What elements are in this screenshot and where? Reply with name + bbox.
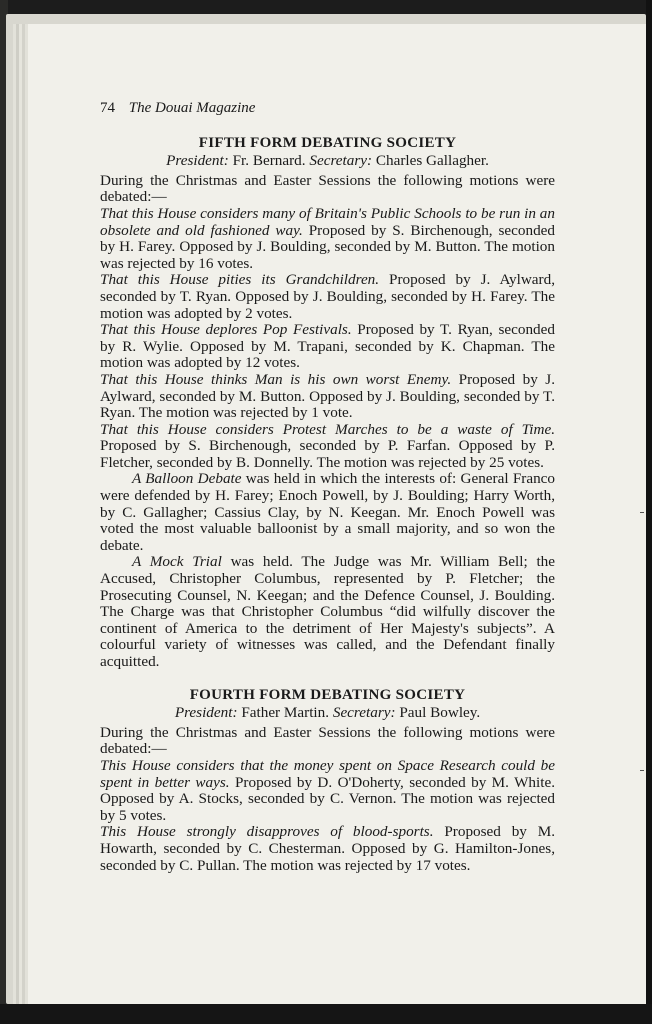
motion-title: That this House pities its Grandchildren. — [100, 271, 380, 289]
scan-edge-bottom — [0, 1004, 652, 1024]
scan-edge-right — [646, 0, 652, 1024]
officers-line — [100, 153, 555, 170]
balloon-debate-paragraph — [100, 471, 555, 554]
secretary-name: Charles Gallagher. — [375, 152, 489, 170]
motion-title: That this House thinks Man is his own worst Enemy. — [100, 370, 452, 388]
motion-details: Proposed by J. Aylward, seconded by M. Button. Opposed by J. Boulding, seconded by T. Ryan. The motion was rejected by 1 vote. — [100, 370, 555, 422]
motion-title: That this House considers Protest Marches to be a waste of Time. — [100, 420, 555, 438]
page-number: 74 — [100, 100, 115, 116]
motion-entry — [100, 758, 555, 824]
margin-mark — [640, 770, 644, 771]
running-head — [100, 100, 555, 117]
motion-details: Proposed by D. O'Doherty, seconded by M. White. Opposed by A. Stocks, seconded by C. Vernon. The motion was rejected by 5 votes. — [100, 773, 555, 824]
motion-details: Proposed by T. Ryan, seconded by R. Wylie. Opposed by M. Trapani, seconded by K. Chapman. The motion was adopted by 12 votes. — [100, 321, 555, 372]
motion-entry — [100, 372, 555, 422]
motion-title: That this House deplores Pop Festivals. — [100, 321, 352, 339]
officers-line — [100, 705, 555, 722]
running-title: The Douai Magazine — [128, 100, 256, 116]
mock-trial-paragraph — [100, 554, 555, 670]
motion-entry — [100, 322, 555, 372]
motion-title: This House considers that the money spent on Space Research could be spent in better ways. — [100, 756, 555, 791]
section-heading: FIFTH FORM DEBATING SOCIETY — [198, 134, 457, 151]
motion-entry — [100, 824, 555, 874]
paragraph-text: was held in which the interests of: General Franco were defended by H. Farey; Enoch Powell, by J. Boulding; Harry Worth, by C. Gallagher; Cassius Clay, by N. Keegan. Mr. Enoch Powell was voted the most valuable balloonist by a small majority, and so won the debate. — [100, 470, 555, 554]
motion-details: Proposed by S. Birchenough, seconded by H. Farey. Opposed by J. Boulding, seconded by M. Button. The motion was rejected by 16 votes. — [100, 221, 556, 272]
president-label: President: — [166, 152, 229, 170]
paragraph-text: was held. The Judge was Mr. William Bell; the Accused, Christopher Columbus, represented by P. Fletcher; the Prosecuting Counsel, N. Keegan; and the Defence Counsel, J. Boulding. The Charge was that Christopher Columbus “did wilfully discover the continent of America to the detriment of Her Majesty's subjects”. A colourful variety of witnesses was called, and the Defendant finally acquitted. — [100, 553, 556, 670]
secretary-label: Secretary: — [309, 152, 373, 170]
motion-details: Proposed by J. Aylward, seconded by T. Ryan. Opposed by J. Boulding, seconded by H. Farey. The motion was adopted by 2 votes. — [100, 271, 555, 322]
motion-entry — [100, 422, 555, 472]
intro-text: During the Christmas and Easter Sessions the following motions were debated:— — [100, 723, 555, 758]
motion-entry — [100, 206, 555, 272]
intro-text: During the Christmas and Easter Sessions the following motions were debated:— — [100, 171, 555, 206]
president-name: Father Martin. — [241, 704, 330, 722]
secretary-label: Secretary: — [332, 704, 396, 722]
motion-details: Proposed by S. Birchenough, seconded by P. Farfan. Opposed by P. Fletcher, seconded by B. Donnelly. The motion was rejected by 25 votes. — [100, 437, 555, 471]
president-label: President: — [174, 704, 238, 722]
paragraph-lead: A Balloon Debate — [132, 470, 242, 488]
motion-title: This House strongly disapproves of blood-sports. — [100, 823, 434, 841]
paragraph-lead: A Mock Trial — [132, 553, 222, 571]
section-gap — [100, 671, 555, 687]
page-content — [100, 100, 555, 874]
section-heading: FOURTH FORM DEBATING SOCIETY — [189, 686, 466, 703]
president-name: Fr. Bernard. — [232, 152, 306, 170]
motion-entry — [100, 272, 555, 322]
motion-details: Proposed by M. Howarth, seconded by C. Chesterman. Opposed by G. Hamilton-Jones, seconded by C. Pullan. The motion was rejected by 17 votes. — [100, 823, 555, 874]
secretary-name: Paul Bowley. — [399, 704, 481, 722]
margin-mark — [640, 512, 644, 513]
motion-title: That this House considers many of Britain's Public Schools to be run in an obsolete and old fashioned way. — [100, 204, 555, 239]
